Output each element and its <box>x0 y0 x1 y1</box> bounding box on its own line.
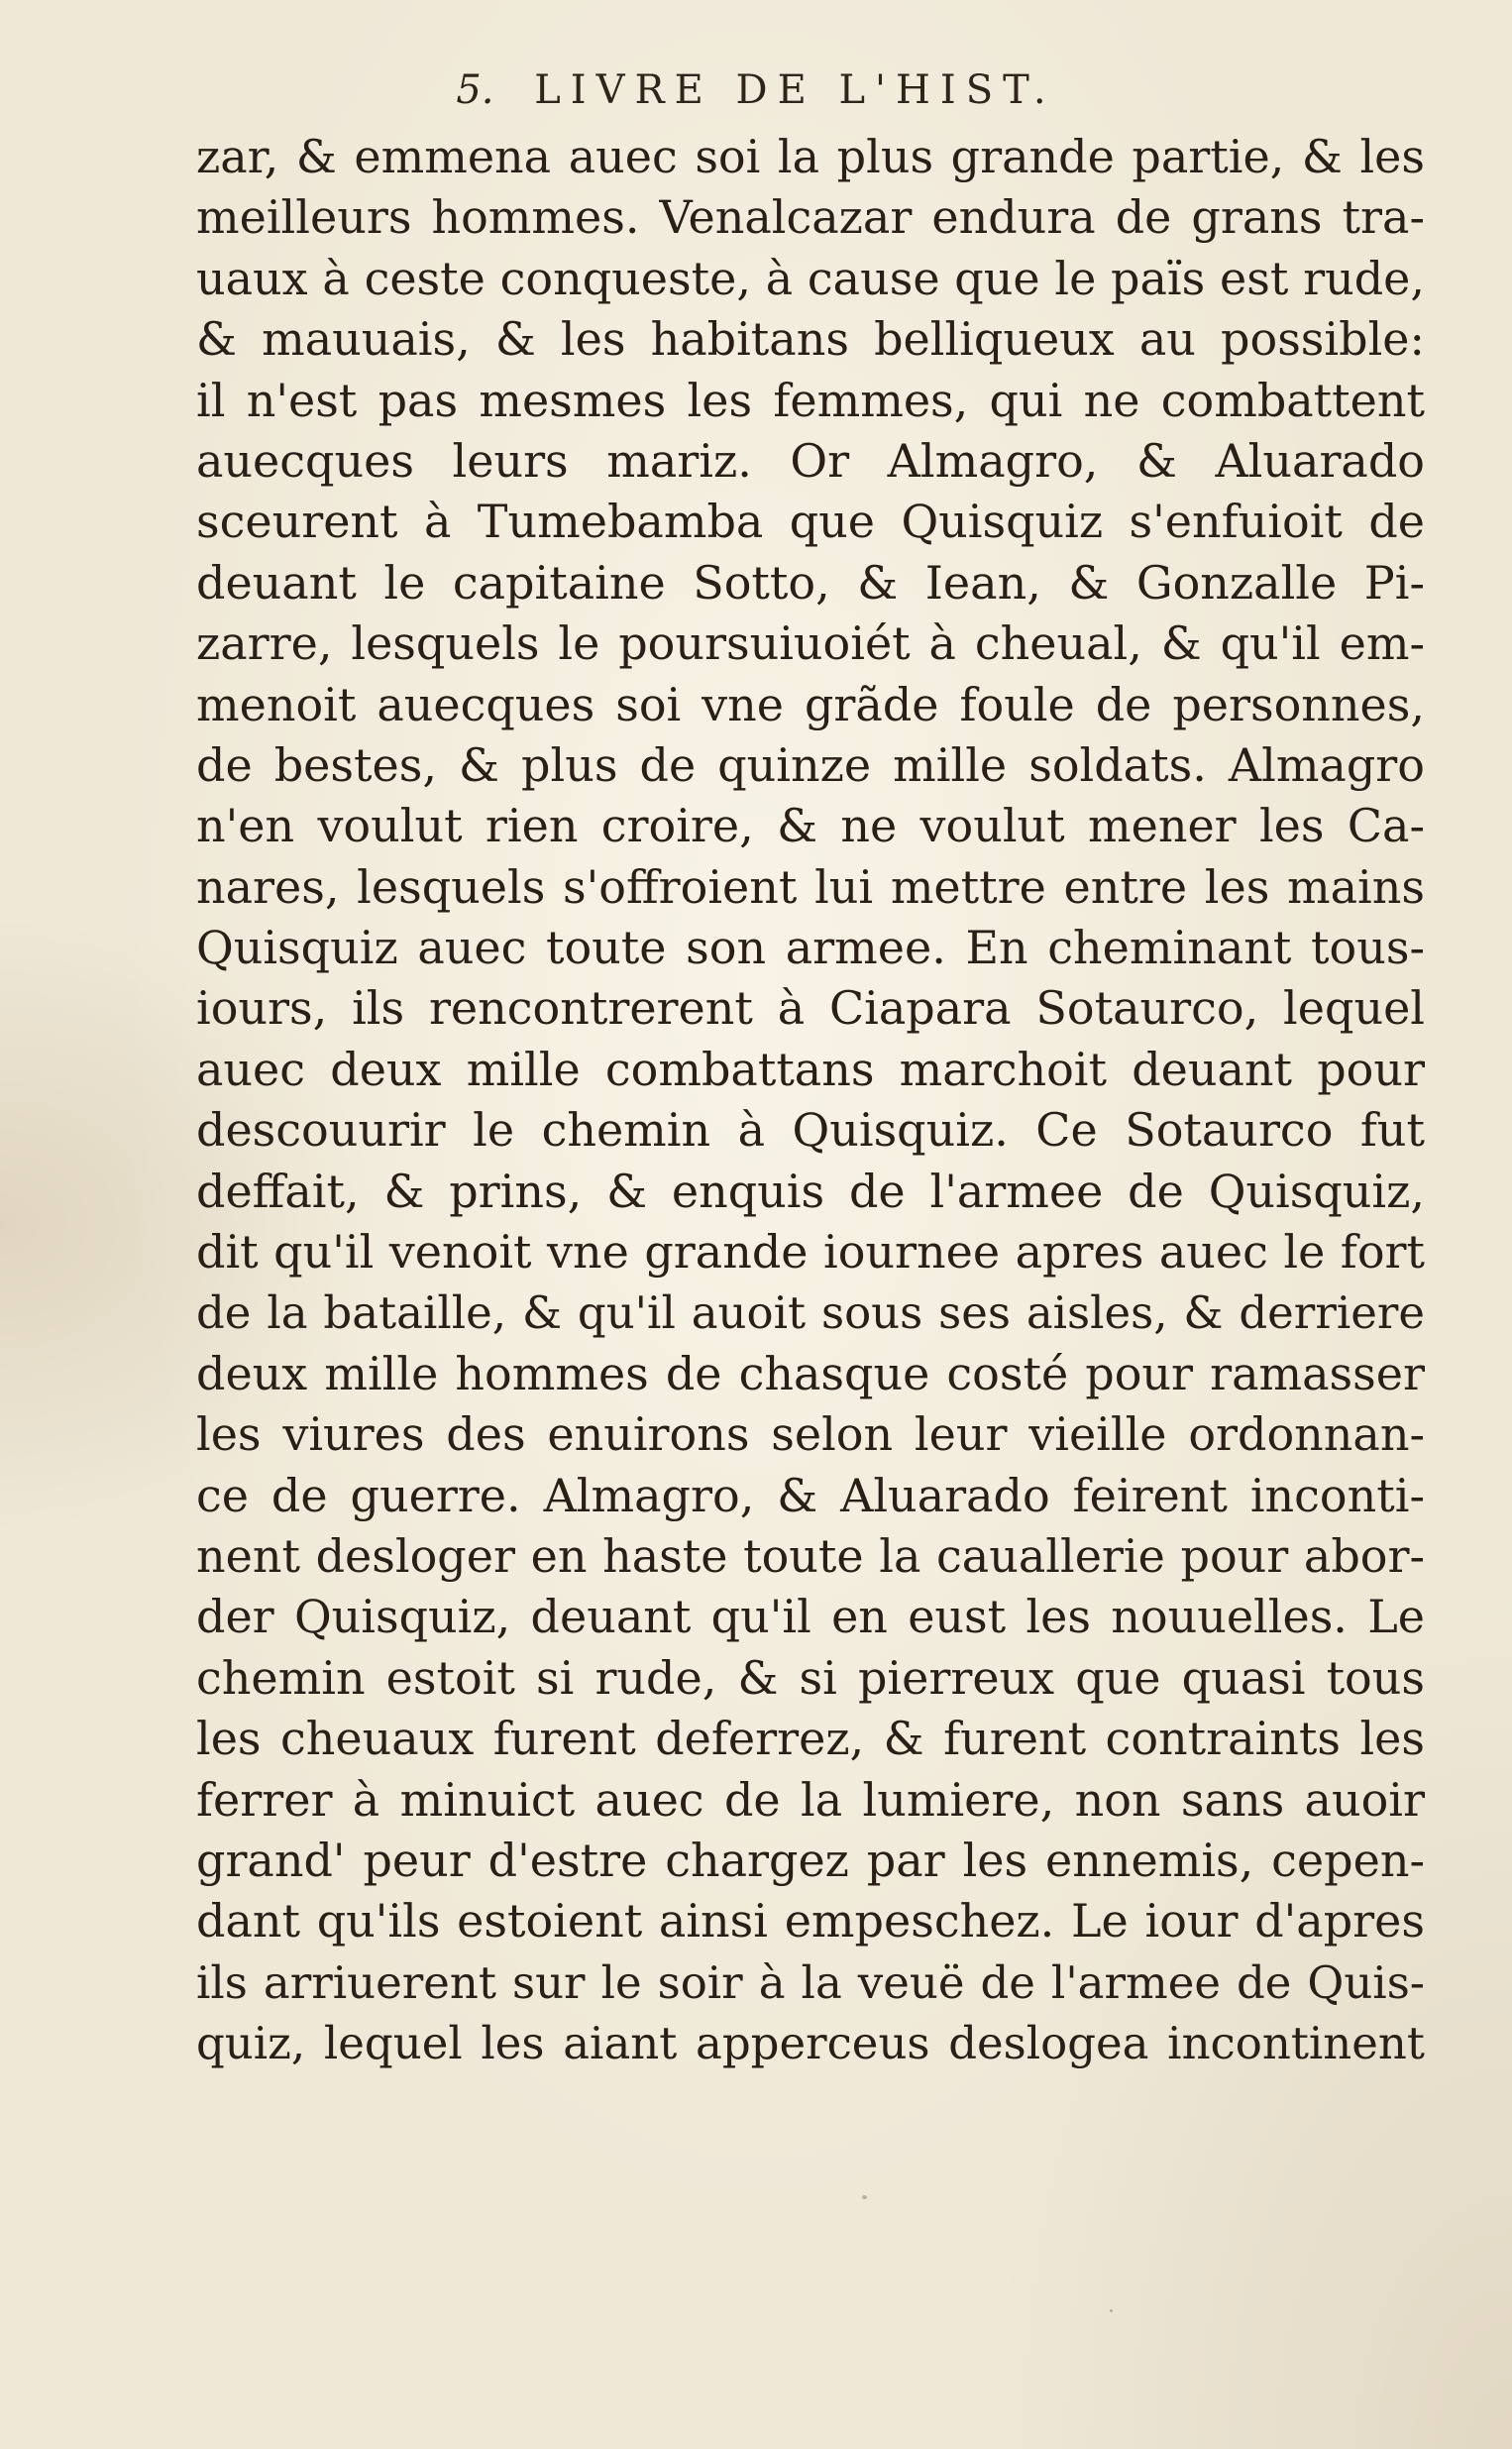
text-line: ferrer à minuict auec de la lumiere, non sans auoir <box>196 1772 1425 1827</box>
text-line: de bestes, & plus de quinze mille soldats. Almagro <box>196 737 1425 792</box>
text-line: iours, ils rencontrerent à Ciapara Sotaurco, lequel <box>196 981 1425 1036</box>
text-line: deux mille hommes de chasque costé pour ramasser <box>196 1346 1425 1400</box>
text-line: nares, lesquels s'offroient lui mettre entre les mains <box>196 859 1425 914</box>
text-line: sceurent à Tumebamba que Quisquiz s'enfuioit de <box>196 495 1425 549</box>
text-line: quiz, lequel les aiant apperceus deslogea incontinent <box>196 2017 1425 2070</box>
text-line: grand' peur d'estre chargez par les ennemis, cepen- <box>196 1833 1425 1887</box>
text-line: meilleurs hommes. Venalcazar endura de grans tra- <box>196 190 1425 245</box>
text-line: n'en voulut rien croire, & ne voulut mener les Ca- <box>196 799 1425 853</box>
paper-speck <box>862 2195 867 2199</box>
text-line: menoit auecques soi vne grãde foule de personnes, <box>196 677 1425 731</box>
text-line: nent desloger en haste toute la cauallerie pour abor- <box>196 1528 1425 1583</box>
text-line: zarre, lesquels le poursuiuoiét à cheual, & qu'il em- <box>196 616 1425 671</box>
text-line: il n'est pas mesmes les femmes, qui ne combattent <box>196 373 1425 427</box>
text-line: les viures des enuirons selon leur vieille ordonnan- <box>196 1407 1425 1462</box>
text-line: les cheuaux furent deferrez, & furent contraints les <box>196 1712 1425 1766</box>
running-head-title: LIVRE DE L'HIST. <box>534 67 1056 113</box>
text-line: uaux à ceste conqueste, à cause que le païs est rude, <box>196 251 1425 305</box>
text-line: auec deux mille combattans marchoit deuant pour <box>196 1042 1425 1096</box>
text-line: auecques leurs mariz. Or Almagro, & Aluarado <box>196 433 1425 488</box>
text-line: de la bataille, & qu'il auoit sous ses aisles, & derriere <box>196 1286 1425 1340</box>
text-line: ce de guerre. Almagro, & Aluarado feirent inconti- <box>196 1468 1425 1522</box>
text-line: ils arriuerent sur le soir à la veuë de l'armee de Quis- <box>196 1955 1425 2009</box>
folio-number: 5. <box>456 67 494 113</box>
text-line: dant qu'ils estoient ainsi empeschez. Le iour d'apres <box>196 1894 1425 1948</box>
text-line: & mauuais, & les habitans belliqueux au possible: <box>196 312 1425 367</box>
text-line: zar, & emmena auec soi la plus grande partie, & les <box>196 130 1425 183</box>
text-line: Quisquiz auec toute son armee. En cheminant tous- <box>196 921 1425 975</box>
text-line: chemin estoit si rude, & si pierreux que quasi tous <box>196 1650 1425 1705</box>
body-text <box>196 127 1425 2074</box>
text-line: deffait, & prins, & enquis de l'armee de Quisquiz, <box>196 1164 1425 1218</box>
running-head <box>0 67 1512 113</box>
paper-speck <box>1110 2309 1113 2312</box>
text-line: der Quisquiz, deuant qu'il en eust les nouuelles. Le <box>196 1590 1425 1644</box>
text-line: descouurir le chemin à Quisquiz. Ce Sotaurco fut <box>196 1103 1425 1158</box>
text-line: dit qu'il venoit vne grande iournee apres auec le fort <box>196 1225 1425 1280</box>
text-line: deuant le capitaine Sotto, & Iean, & Gonzalle Pi- <box>196 555 1425 610</box>
